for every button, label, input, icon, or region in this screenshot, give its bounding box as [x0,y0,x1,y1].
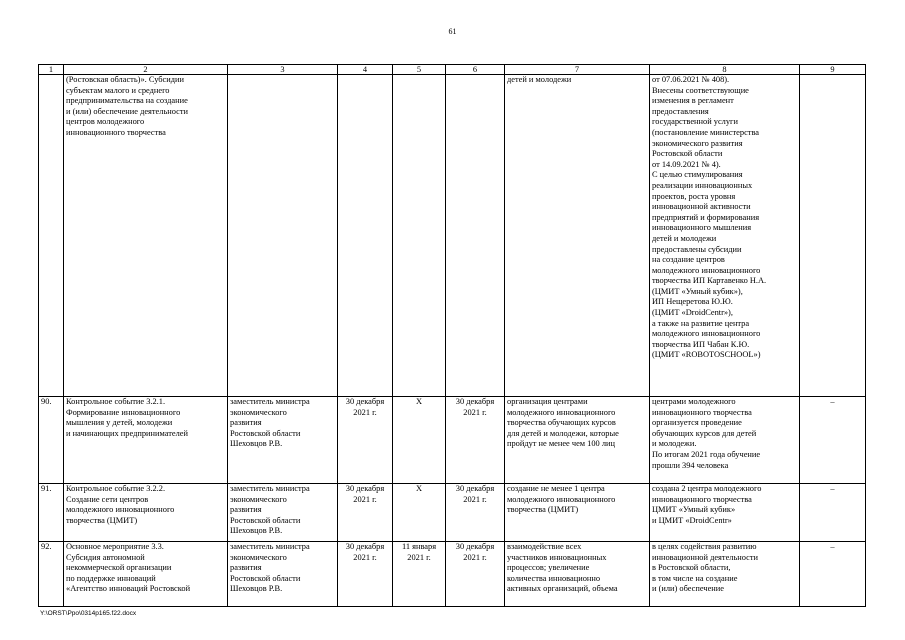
responsible: заместитель министра экономического развития Ростовской области Шеховцов Р.В. [228,397,338,484]
header-cell: 4 [338,65,393,75]
plan-date: 30 декабря 2021 г. [338,397,393,484]
result-fact: центрами молодежного инновационного творчества организуется проведение обучающих курсов для детей и молодежи. По итогам 2021 года обучение прошли 394 человека [650,397,800,484]
col9-note: – [800,542,866,607]
row-number: 92. [39,542,64,607]
fact-date [446,75,505,397]
header-cell: 9 [800,65,866,75]
table-row [39,542,866,607]
plan-date: 30 декабря 2021 г. [338,542,393,607]
event-name: Контрольное событие 3.2.1. Формирование инновационного мышления у детей, молодежи и начинающих предпринимателей [64,397,228,484]
header-cell: 3 [228,65,338,75]
row-number: 91. [39,484,64,542]
result-plan: организация центрами молодежного инновационного творчества обучающих курсов для детей и молодежи, которые пройдут не менее чем 100 лиц [505,397,650,484]
header-cell: 7 [505,65,650,75]
event-name: Контрольное событие 3.2.2. Создание сети центров молодежного инновационного творчества (ЦМИТ) [64,484,228,542]
responsible [228,75,338,397]
row-number [39,75,64,397]
responsible: заместитель министра экономического развития Ростовской области Шеховцов Р.В. [228,542,338,607]
event-name: (Ростовская область)». Субсидии субъектам малого и среднего предпринимательства на создание и (или) обеспечение деятельности центров молодежного инновационного творчества [64,75,228,397]
result-fact: от 07.06.2021 № 408). Внесены соответствующие изменения в регламент предоставления государственной услуги (постановление министерства экономического развития Ростовской области от 14.09.2021 № 4). С целью стимулирования реализации инновационных проектов, роста уровня инновационной активности предприятий и формирования инновационного мышления детей и молодежи предоставлены субсидии на создание центров молодежного инновационного творчества ИП Картавенко Н.А. (ЦМИТ «Умный кубик»), ИП Нещеретова Ю.Ю. (ЦМИТ «DroidCentr»), а также на развитие центра молодежного инновационного творчества ИП Чабан К.Ю. (ЦМИТ «ROBOTOSCHOOL») [650,75,800,397]
result-fact: в целях содействия развитию инновационной деятельности в Ростовской области, в том числе на создание и (или) обеспечение [650,542,800,607]
column-number-header [39,65,866,75]
plan-date [338,75,393,397]
col9-note: – [800,484,866,542]
col9-note: – [800,397,866,484]
col9-note [800,75,866,397]
date-col5 [393,75,446,397]
result-plan: взаимодействие всех участников инновационных процессов; увеличение количества инновационно активных организаций, объема [505,542,650,607]
header-cell: 6 [446,65,505,75]
table-row [39,75,866,397]
result-plan: создание не менее 1 центра молодежного инновационного творчества (ЦМИТ) [505,484,650,542]
header-cell: 8 [650,65,800,75]
fact-date: 30 декабря 2021 г. [446,542,505,607]
table-row [39,484,866,542]
event-name: Основное мероприятие 3.3. Субсидия автономной некоммерческой организации по поддержке инноваций «Агентство инноваций Ростовской [64,542,228,607]
report-table [38,64,866,607]
fact-date: 30 декабря 2021 г. [446,397,505,484]
date-col5: X [393,484,446,542]
result-fact: создана 2 центра молодежного инновационного творчества ЦМИТ «Умный кубик» и ЦМИТ «DroidCentr» [650,484,800,542]
header-cell: 5 [393,65,446,75]
plan-date: 30 декабря 2021 г. [338,484,393,542]
fact-date: 30 декабря 2021 г. [446,484,505,542]
date-col5: 11 января 2021 г. [393,542,446,607]
date-col5: X [393,397,446,484]
header-cell: 2 [64,65,228,75]
page-number: 61 [448,27,457,36]
header-cell: 1 [39,65,64,75]
result-plan: детей и молодежи [505,75,650,397]
responsible: заместитель министра экономического развития Ростовской области Шеховцов Р.В. [228,484,338,542]
table-row [39,397,866,484]
row-number: 90. [39,397,64,484]
file-path-footer: Y:\ORST\Ppo\0314p165.f22.docx [40,610,137,617]
